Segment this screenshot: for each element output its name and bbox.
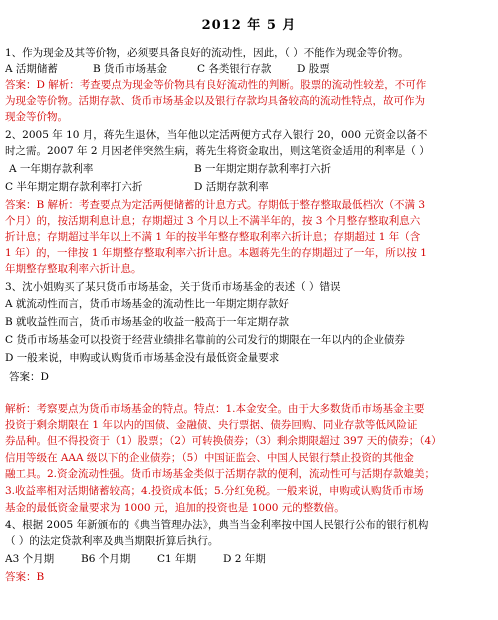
q3-option-a: A 就流动性而言，货币市场基金的流动性比一年期定期存款好 bbox=[5, 298, 289, 310]
q3-analysis-line-3: 券品种。但不得投资于（1）股票；（2）可转换债券；（3）剩余期限超过 397 天的债券；（4） bbox=[5, 435, 442, 447]
q2-option-d: D 活期存款利率 bbox=[194, 181, 269, 193]
q3-option-c: C 货币市场基金可以投资于经营业绩排名靠前的公司发行的期限在一年以内的企业债券 bbox=[5, 334, 405, 346]
q4-options bbox=[5, 552, 493, 566]
q4-stem-line-2: （ ）的法定贷款利率及典当期限折算后执行。 bbox=[5, 535, 219, 547]
q2-option-a: A 一年期存款利率 bbox=[9, 163, 94, 175]
q2-option-b: B 一年期定期存款利率打六折 bbox=[194, 163, 332, 175]
q2-answer-line-3: 折计息；存期超过半年以上不满 1 年的按半年整存整取利率六折计息；存期超过 1 年（含 bbox=[5, 231, 421, 243]
q2-stem-line-2: 时之需。2007 年 2 月因老伴突然生病，蒋先生将资金取出，则这笔资金适用的利率是（ ） bbox=[5, 145, 430, 157]
q1-options bbox=[5, 62, 493, 76]
q3-option-b: B 就收益性而言，货币市场基金的收益一般高于一年定期存款 bbox=[5, 316, 290, 328]
q3-analysis-line-4: 信用等级在 AAA 级以下的企业债券；（5）中国证监会、中国人民银行禁止投资的其他金 bbox=[5, 452, 414, 464]
q4-option-a: A3 个月期 bbox=[5, 553, 55, 565]
q3-analysis-line-5: 融工具。2.资金流动性强。货币市场基金类似于活期存款的便利，流动性可与活期存款媲美； bbox=[5, 468, 436, 480]
q2-stem-line-1: 2、2005 年 10 月，蒋先生退休，当年他以定活两便方式存入银行 20，000 元资金以备不 bbox=[5, 129, 428, 141]
q2-answer-line-5: 年期整存整取利率六折计息。 bbox=[5, 263, 142, 275]
q2-option-c: C 半年期定期存款利率打六折 bbox=[5, 181, 143, 193]
q1-answer-line-1: 答案：D 解析：考查要点为现金等价物具有良好流动性的判断。股票的流动性较差，不可作 bbox=[5, 79, 427, 91]
q4-answer: 答案：B bbox=[5, 571, 45, 583]
q3-answer: 答案：D bbox=[9, 371, 49, 383]
q3-option-d: D 一般来说，申购或认购货币市场基金没有最低资金量要求 bbox=[5, 352, 280, 364]
q2-answer-line-2: 个月）的，按活期利息计息；存期超过 3 个月以上不满半年的，按 3 个月整存整取利息六 bbox=[5, 215, 421, 227]
q3-analysis-line-6: 3.收益率相对活期储蓄较高；4.投资成本低；5.分红免税。一般来说，申购或认购货币市场 bbox=[5, 485, 424, 497]
q2-options-row-2 bbox=[5, 180, 493, 194]
q4-option-c: C1 年期 bbox=[157, 553, 197, 565]
q3-analysis-line-2: 投资于剩余期限在 1 年以内的国债、金融债、央行票据、债券回购、同业存款等低风险证 bbox=[5, 419, 418, 431]
q3-analysis-line-1: 解析：考察要点为货币市场基金的特点。特点：1.本金安全。由于大多数货币市场基金主要 bbox=[5, 403, 425, 415]
q4-option-d: D 2 年期 bbox=[223, 553, 266, 565]
q2-answer-line-1: 答案：B 解析：考查要点为定活两便储蓄的计息方式。存期低于整存整取最低档次（不满 3 bbox=[5, 199, 426, 211]
q1-option-d: D 股票 bbox=[297, 63, 330, 75]
q1-option-c: C 各类银行存款 bbox=[197, 63, 272, 75]
q1-stem: 1、作为现金及其等价物，必须要具备良好的流动性，因此，（ ）不能作为现金等价物。 bbox=[5, 47, 409, 59]
q1-option-a: A 活期储蓄 bbox=[5, 63, 58, 75]
q4-option-b: B6 个月期 bbox=[81, 553, 131, 565]
q3-analysis-line-7: 基金的最低资金量要求为 1000 元，追加的投资也是 1000 元的整数倍。 bbox=[5, 502, 345, 514]
q1-answer-line-3: 现金等价物。 bbox=[5, 111, 68, 123]
q3-stem: 3、沈小姐购买了某只货币市场基金，关于货币市场基金的表述（ ）错误 bbox=[5, 281, 341, 293]
q1-answer-line-2: 为现金等价物。活期存款、货币市场基金以及银行存款均具备较高的流动性特点，故可作为 bbox=[5, 95, 425, 107]
page-title: 2012 年 5 月 bbox=[201, 18, 297, 33]
q4-stem-line-1: 4、根据 2005 年新颁布的《典当管理办法》，典当当金利率按中国人民银行公布的银行机构 bbox=[5, 519, 429, 531]
q2-answer-line-4: 1 年）的，一律按 1 年期整存整取利率六折计息。本题蒋先生的存期超过了一年，所以按 1 bbox=[5, 247, 427, 259]
q1-option-b: B 货币市场基金 bbox=[93, 63, 168, 75]
q2-options-row-1 bbox=[5, 162, 493, 176]
